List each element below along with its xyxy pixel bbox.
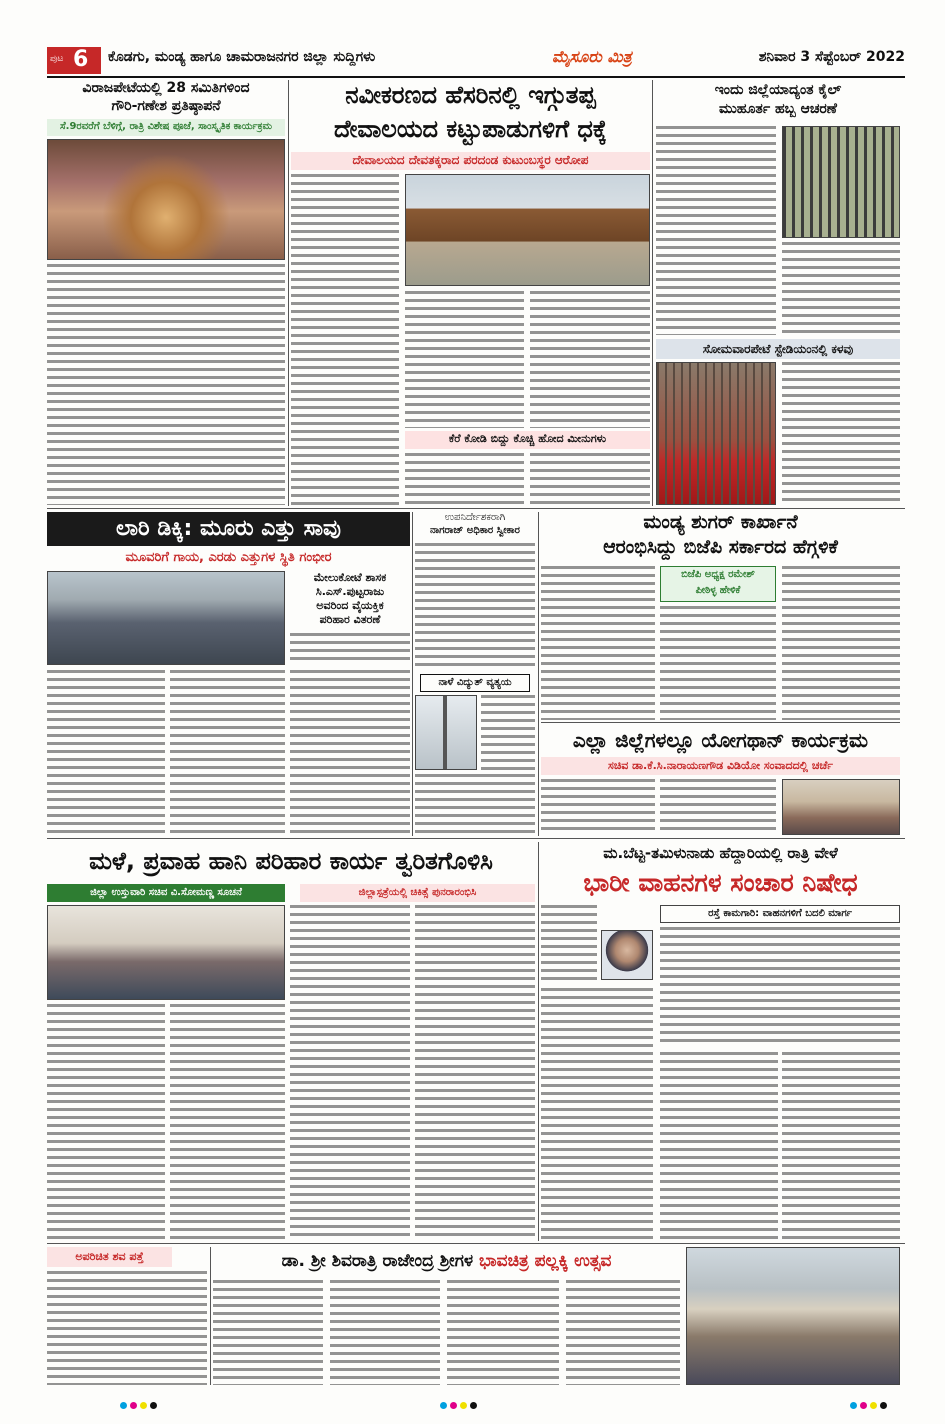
- registration-dot: [860, 1402, 867, 1409]
- side-head-line: ಅವರಿಂದ ವೈಯಕ್ತಿಕ: [316, 599, 384, 612]
- mandya-sugar-headline-2: ಆರಂಭಿಸಿದ್ದು ಬಿಜೆಪಿ ಸರ್ಕಾರದ ಹೆಗ್ಗಳಿಕೆ: [603, 537, 838, 558]
- registration-dot: [140, 1402, 147, 1409]
- lorry-subhead: ಮೂವರಿಗೆ ಗಾಯ, ಎರಡು ಎತ್ತುಗಳ ಸ್ಥಿತಿ ಗಂಭೀರ: [125, 550, 332, 565]
- registration-dot: [130, 1402, 137, 1409]
- iggutappa-body-3: [530, 291, 650, 428]
- page-label: ಪುಟ: [50, 54, 64, 64]
- mandya-sugar-body-1: [541, 566, 655, 720]
- column-rule: [288, 80, 289, 506]
- yogathon-headline: ಎಲ್ಲಾ ಜಿಲ್ಲೆಗಳಲ್ಲೂ ಯೋಗಥಾನ್ ಕಾರ್ಯಕ್ರಮ: [572, 728, 869, 752]
- kail-photo-caption: [782, 242, 900, 335]
- registration-dot: [870, 1402, 877, 1409]
- highway-body-1: [541, 905, 597, 985]
- mandya-sugar-box: [660, 566, 776, 602]
- hospital-subhead: ಜಿಲ್ಲಾಸ್ಪತ್ರೆಯಲ್ಲಿ ಚಿಕಿತ್ಸೆ ಪುನರಾರಂಭಿಸಿ: [300, 884, 535, 902]
- road-work-body-3: [782, 1052, 900, 1240]
- weapons-display-photo: [782, 126, 900, 238]
- registration-dot: [440, 1402, 447, 1409]
- unknown-body-text: [47, 1271, 207, 1385]
- palanquin-body-4: [566, 1280, 680, 1385]
- palanquin-body-2: [330, 1280, 440, 1385]
- palanquin-headline-part-2: ಭಾವಚಿತ್ರ ಪಲ್ಲಕ್ಕಿ ಉತ್ಸವ: [479, 1251, 612, 1271]
- power-cut-headline: ನಾಳೆ ವಿದ್ಯುತ್ ವ್ಯತ್ಯಯ: [420, 674, 530, 692]
- lorry-headline: ಲಾರಿ ಡಿಕ್ಕಿ: ಮೂರು ಎತ್ತು ಸಾವು: [47, 512, 410, 546]
- power-line-photo: [415, 695, 477, 770]
- virajpet-headline-2: ಗೌರಿ-ಗಣೇಶ ಪ್ರತಿಷ್ಠಾಪನೆ: [111, 98, 221, 114]
- ganesha-idol-photo: [47, 139, 285, 260]
- kail-body: [656, 126, 776, 335]
- mandya-sugar-body-3: [782, 566, 900, 720]
- registration-dot: [120, 1402, 127, 1409]
- column-rule: [538, 512, 539, 836]
- lorry-side-body: [290, 633, 410, 665]
- iggutappa-body-2: [405, 291, 524, 428]
- kail-headline-2: ಮುಹೂರ್ತ ಹಬ್ಬ ಆಚರಣೆ: [719, 101, 837, 117]
- lorry-body-1: [47, 670, 165, 835]
- registration-dot: [450, 1402, 457, 1409]
- side-head-line: ಮೇಲುಕೋಟೆ ಶಾಸಕ: [313, 571, 387, 584]
- row-rule: [47, 508, 905, 509]
- unknown-body-headline: ಅಪರಿಚಿತ ಶವ ಪತ್ತೆ: [47, 1247, 172, 1267]
- rain-headline: ಮಳೆ, ಪ್ರವಾಹ ಹಾನಿ ಪರಿಹಾರ ಕಾರ್ಯ ತ್ವರಿತಗೊಳಿಸಿ: [89, 847, 493, 875]
- paper-logo: ಮೈಸೂರು ಮಿತ್ರ: [552, 47, 632, 66]
- rain-body-2: [415, 905, 535, 1240]
- road-work-body-1: [660, 927, 900, 1047]
- side-head-line: ಸಿ.ಎಸ್.ಪುಟ್ಟರಾಜು: [315, 585, 385, 598]
- yogathon-body-1: [541, 779, 655, 835]
- somwarpet-theft-headline: ಸೋಮವಾರಪೇಟೆ ಸ್ಟೇಡಿಯಂನಲ್ಲಿ ಕಳವು: [656, 339, 900, 359]
- column-rule: [538, 842, 539, 1241]
- registration-dot: [470, 1402, 477, 1409]
- accident-crowd-photo: [47, 571, 285, 665]
- row-rule: [47, 1243, 905, 1244]
- section-rule: [541, 722, 900, 723]
- highway-headline-1: ಮ.ಬೆಟ್ಟ-ತಮಿಳುನಾಡು ಹೆದ್ದಾರಿಯಲ್ಲಿ ರಾತ್ರಿ ವೇಳೆ: [603, 844, 838, 862]
- section-title: ಕೊಡಗು, ಮಂಡ್ಯ ಹಾಗೂ ಚಾಮರಾಜನಗರ ಜಿಲ್ಲಾ ಸುದ್ದಿಗಳು: [108, 49, 376, 65]
- row-rule: [47, 838, 905, 839]
- rain-body-3: [47, 1004, 165, 1240]
- temple-photo: [405, 174, 650, 286]
- somwarpet-theft-body: [782, 362, 900, 505]
- review-meeting-photo: [47, 905, 285, 1000]
- palanquin-body-3: [447, 1280, 559, 1385]
- iggutappa-subhead: ದೇವಾಲಯದ ದೇವತಕ್ಕರಾದ ಪರದಂಡ ಕುಟುಂಬಸ್ಥರ ಆರೋಪ: [291, 152, 650, 170]
- page-number: 6: [73, 47, 89, 72]
- stadium-gate-photo: [656, 362, 776, 505]
- road-work-subhead: ರಸ್ತೆ ಕಾಮಗಾರಿ: ವಾಹನಗಳಿಗೆ ಬದಲಿ ಮಾರ್ಗ: [660, 905, 900, 923]
- procession-photo: [686, 1247, 900, 1385]
- palanquin-body-1: [213, 1280, 323, 1385]
- issue-date: ಶನಿವಾರ 3 ಸೆಪ್ಟೆಂಬರ್ 2022: [758, 49, 905, 65]
- highway-headline-2: ಭಾರೀ ವಾಹನಗಳ ಸಂಚಾರ ನಿಷೇಧ: [583, 868, 858, 897]
- registration-dot: [880, 1402, 887, 1409]
- virajpet-headline-1: ವಿರಾಜಪೇಟೆಯಲ್ಲಿ 28 ಸಮಿತಿಗಳಿಂದ: [82, 80, 250, 96]
- box-line: ಪೀಠಿಳ್ಳ ಹೇಳಿಕೆ: [695, 585, 741, 596]
- nagaraj-headline: ನಾಗರಾಜ್ ಅಧಿಕಾರ ಸ್ವೀಕಾರ: [430, 525, 520, 536]
- rain-subhead: ಜಿಲ್ಲಾ ಉಸ್ತುವಾರಿ ಸಚಿವ ವಿ.ಸೋಮಣ್ಣ ಸೂಚನೆ: [47, 884, 285, 902]
- road-work-body-2: [660, 1052, 778, 1240]
- yogathon-subhead: ಸಚಿವ ಡಾ.ಕೆ.ಸಿ.ನಾರಾಯಣಗೌಡ ವಿಡಿಯೋ ಸಂವಾದದಲ್ಲಿ ಚರ್ಚೆ: [541, 757, 900, 775]
- column-rule: [412, 512, 413, 836]
- virajpet-body: [47, 264, 285, 505]
- nagaraj-kicker: ಉಪನಿರ್ದೇಶಕರಾಗಿ: [444, 512, 506, 523]
- registration-dot: [850, 1402, 857, 1409]
- iggutappa-headline-1: ನವೀಕರಣದ ಹೆಸರಿನಲ್ಲಿ ಇಗ್ಗುತಪ್ಪ: [345, 82, 596, 109]
- mandya-sugar-body-2: [660, 606, 776, 720]
- kail-headline-1: ಇಂದು ಜಿಲ್ಲೆಯಾದ್ಯಂತ ಕೈಲ್: [714, 82, 842, 98]
- page-number-box: [47, 47, 101, 74]
- lorry-side-head: [290, 571, 410, 629]
- side-head-line: ಪರಿಹಾರ ವಿತರಣೆ: [319, 613, 381, 626]
- registration-dot: [150, 1402, 157, 1409]
- fish-body-2: [530, 453, 650, 505]
- fish-headline: ಕೆರೆ ಕೋಡಿ ಬಿದ್ದು ಕೊಚ್ಚಿ ಹೋದ ಮೀನುಗಳು: [405, 431, 650, 449]
- rain-body-1: [290, 905, 410, 1240]
- official-portrait-photo: [601, 930, 653, 980]
- palanquin-headline: [213, 1247, 680, 1275]
- registration-dot: [460, 1402, 467, 1409]
- lorry-body-2: [170, 670, 285, 835]
- rain-body-4: [170, 1004, 285, 1240]
- palanquin-headline-part-1: ಡಾ. ಶ್ರೀ ಶಿವರಾತ್ರಿ ರಾಜೇಂದ್ರ ಶ್ರೀಗಳ: [281, 1251, 474, 1271]
- yogathon-body-2: [660, 779, 776, 835]
- nagaraj-body: [415, 543, 535, 670]
- virajpet-subhead: ಸೆ.9ರವರೆಗೆ ಬೆಳಿಗ್ಗೆ, ರಾತ್ರಿ ವಿಶೇಷ ಪೂಜೆ, ಸಾಂಸ್ಕೃತಿಕ ಕಾರ್ಯಕ್ರಮ: [47, 119, 285, 136]
- mandya-sugar-headline-1: ಮಂಡ್ಯ ಶುಗರ್ ಕಾರ್ಖಾನೆ: [643, 512, 798, 533]
- iggutappa-body: [291, 174, 399, 505]
- iggutappa-headline-2: ದೇವಾಲಯದ ಕಟ್ಟುಪಾಡುಗಳಿಗೆ ಧಕ್ಕೆ: [334, 116, 607, 143]
- power-cut-body-2: [415, 774, 535, 835]
- highway-body-2: [541, 988, 653, 1240]
- column-rule: [210, 1247, 211, 1385]
- column-rule: [652, 80, 653, 506]
- fish-body: [405, 453, 524, 505]
- lorry-body-3: [290, 670, 410, 835]
- masthead-rule: [47, 76, 905, 78]
- box-line: ಬಿಜೆಪಿ ಅಧ್ಯಕ್ಷ ರಮೇಶ್: [681, 569, 755, 580]
- power-cut-body: [481, 695, 535, 770]
- video-conference-photo: [782, 779, 900, 835]
